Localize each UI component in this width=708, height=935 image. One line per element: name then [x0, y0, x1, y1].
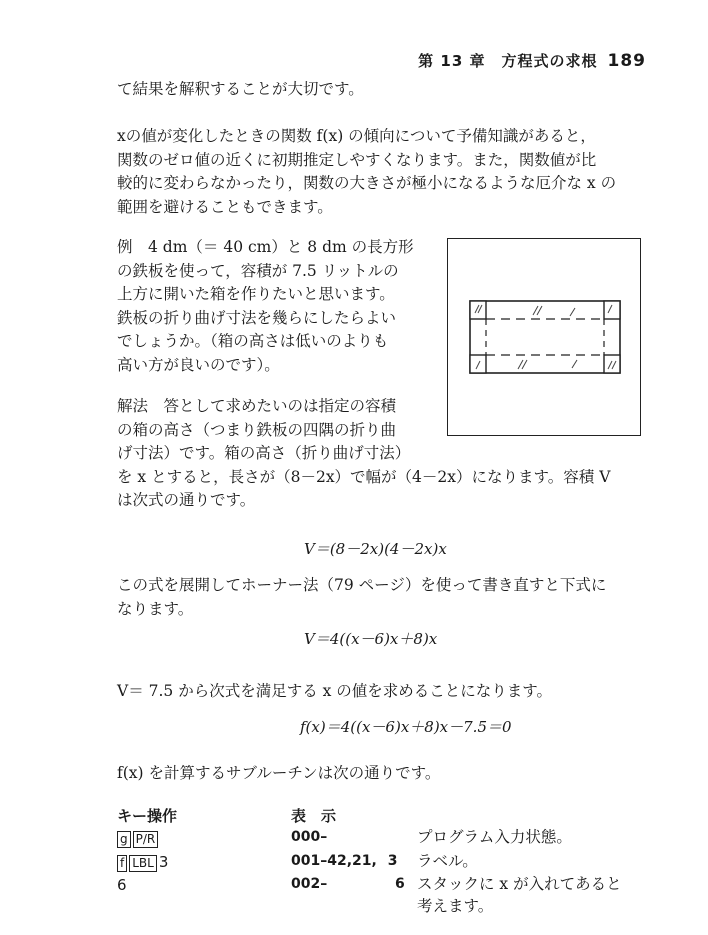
text-line: 較的に変わらなかったり，関数の大きさが極小になるような厄介な x の — [117, 174, 617, 192]
key-f: f — [117, 855, 127, 872]
text-line: でしょうか。（箱の高さは低いのよりも — [117, 332, 389, 350]
comment — [417, 873, 622, 917]
equation-fx: f(x)＝4((x－6)x＋8)x－7.5＝0 — [300, 718, 512, 736]
text-line: 範囲を避けることもできます。 — [117, 197, 333, 216]
key-sequence — [117, 829, 160, 848]
text-line: を x とすると，長さが（8－2x）で幅が（4－2x）になります。容積 V — [117, 467, 611, 486]
key-p-r: P/R — [133, 831, 159, 848]
text-line: の箱の高さ（つまり鉄板の四隅の折り曲 — [117, 420, 397, 439]
paragraph-subroutine: f(x) を計算するサブルーチンは次の通りです。 — [117, 764, 441, 782]
key-g: g — [117, 831, 131, 848]
text-line: げ寸法）です。箱の高さ（折り曲げ寸法） — [117, 444, 411, 462]
chapter-title: 第 13 章 方程式の求根 — [418, 52, 598, 70]
display-code: 000– — [291, 829, 328, 845]
text-line: なります。 — [117, 599, 194, 618]
paragraph-knowledge — [117, 125, 616, 219]
display-code: 002– — [291, 876, 328, 892]
text-line: の鉄板を使って，容積が 7.5 リットルの — [117, 261, 399, 280]
paragraph-condition: V＝ 7.5 から次式を満足する x の値を求めることになります。 — [117, 682, 553, 700]
comment: プログラム入力状態。 — [417, 828, 572, 846]
paragraph-example — [117, 236, 414, 377]
text-line: 解法 答として求めたいのは指定の容積 — [117, 397, 397, 415]
text-line: 上方に開いた箱を作りたいと思います。 — [117, 285, 395, 303]
paragraph-intro: て結果を解釈することが大切です。 — [117, 80, 364, 98]
display-address: 001–42,21, — [291, 853, 377, 869]
key-sequence — [117, 853, 168, 872]
text-line: 例 4 dm（＝ 40 cm）と 8 dm の長方形 — [117, 238, 414, 256]
text-line: xの値が変化したときの関数 f(x) の傾向について予備知識があると， — [117, 127, 596, 145]
comment-line: 考えます。 — [417, 897, 494, 915]
comment-line: スタックに x が入れてあると — [417, 875, 622, 893]
key-digit: 3 — [158, 853, 169, 871]
text-line: 鉄板の折り曲げ寸法を幾らにしたらよい — [117, 308, 397, 327]
column-header-display: 表 示 — [291, 807, 337, 825]
paragraph-solution — [117, 395, 610, 513]
page-number: 189 — [607, 51, 646, 71]
text-line: 高い方が良いのです）。 — [117, 355, 280, 374]
page-header — [418, 50, 646, 71]
equation-horner: V＝4((x－6)x＋8)x — [304, 630, 438, 648]
paragraph-horner — [117, 574, 606, 621]
text-line: この式を展開してホーナー法（79 ページ）を使って書き直すと下式に — [117, 576, 607, 594]
column-header-keys: キー操作 — [117, 807, 178, 825]
key-lbl: LBL — [129, 855, 157, 872]
display-value: 3 — [387, 853, 398, 869]
text-line: 関数のゼロ値の近くに初期推定しやすくなります。また，関数値が比 — [117, 150, 597, 169]
text-line: は次式の通りです。 — [117, 491, 256, 509]
comment: ラベル。 — [417, 852, 478, 870]
key-digit: 6 — [117, 876, 127, 894]
equation-volume: V＝(8－2x)(4－2x)x — [304, 540, 447, 558]
display-value: 6 — [395, 876, 405, 892]
display-code — [291, 853, 397, 869]
